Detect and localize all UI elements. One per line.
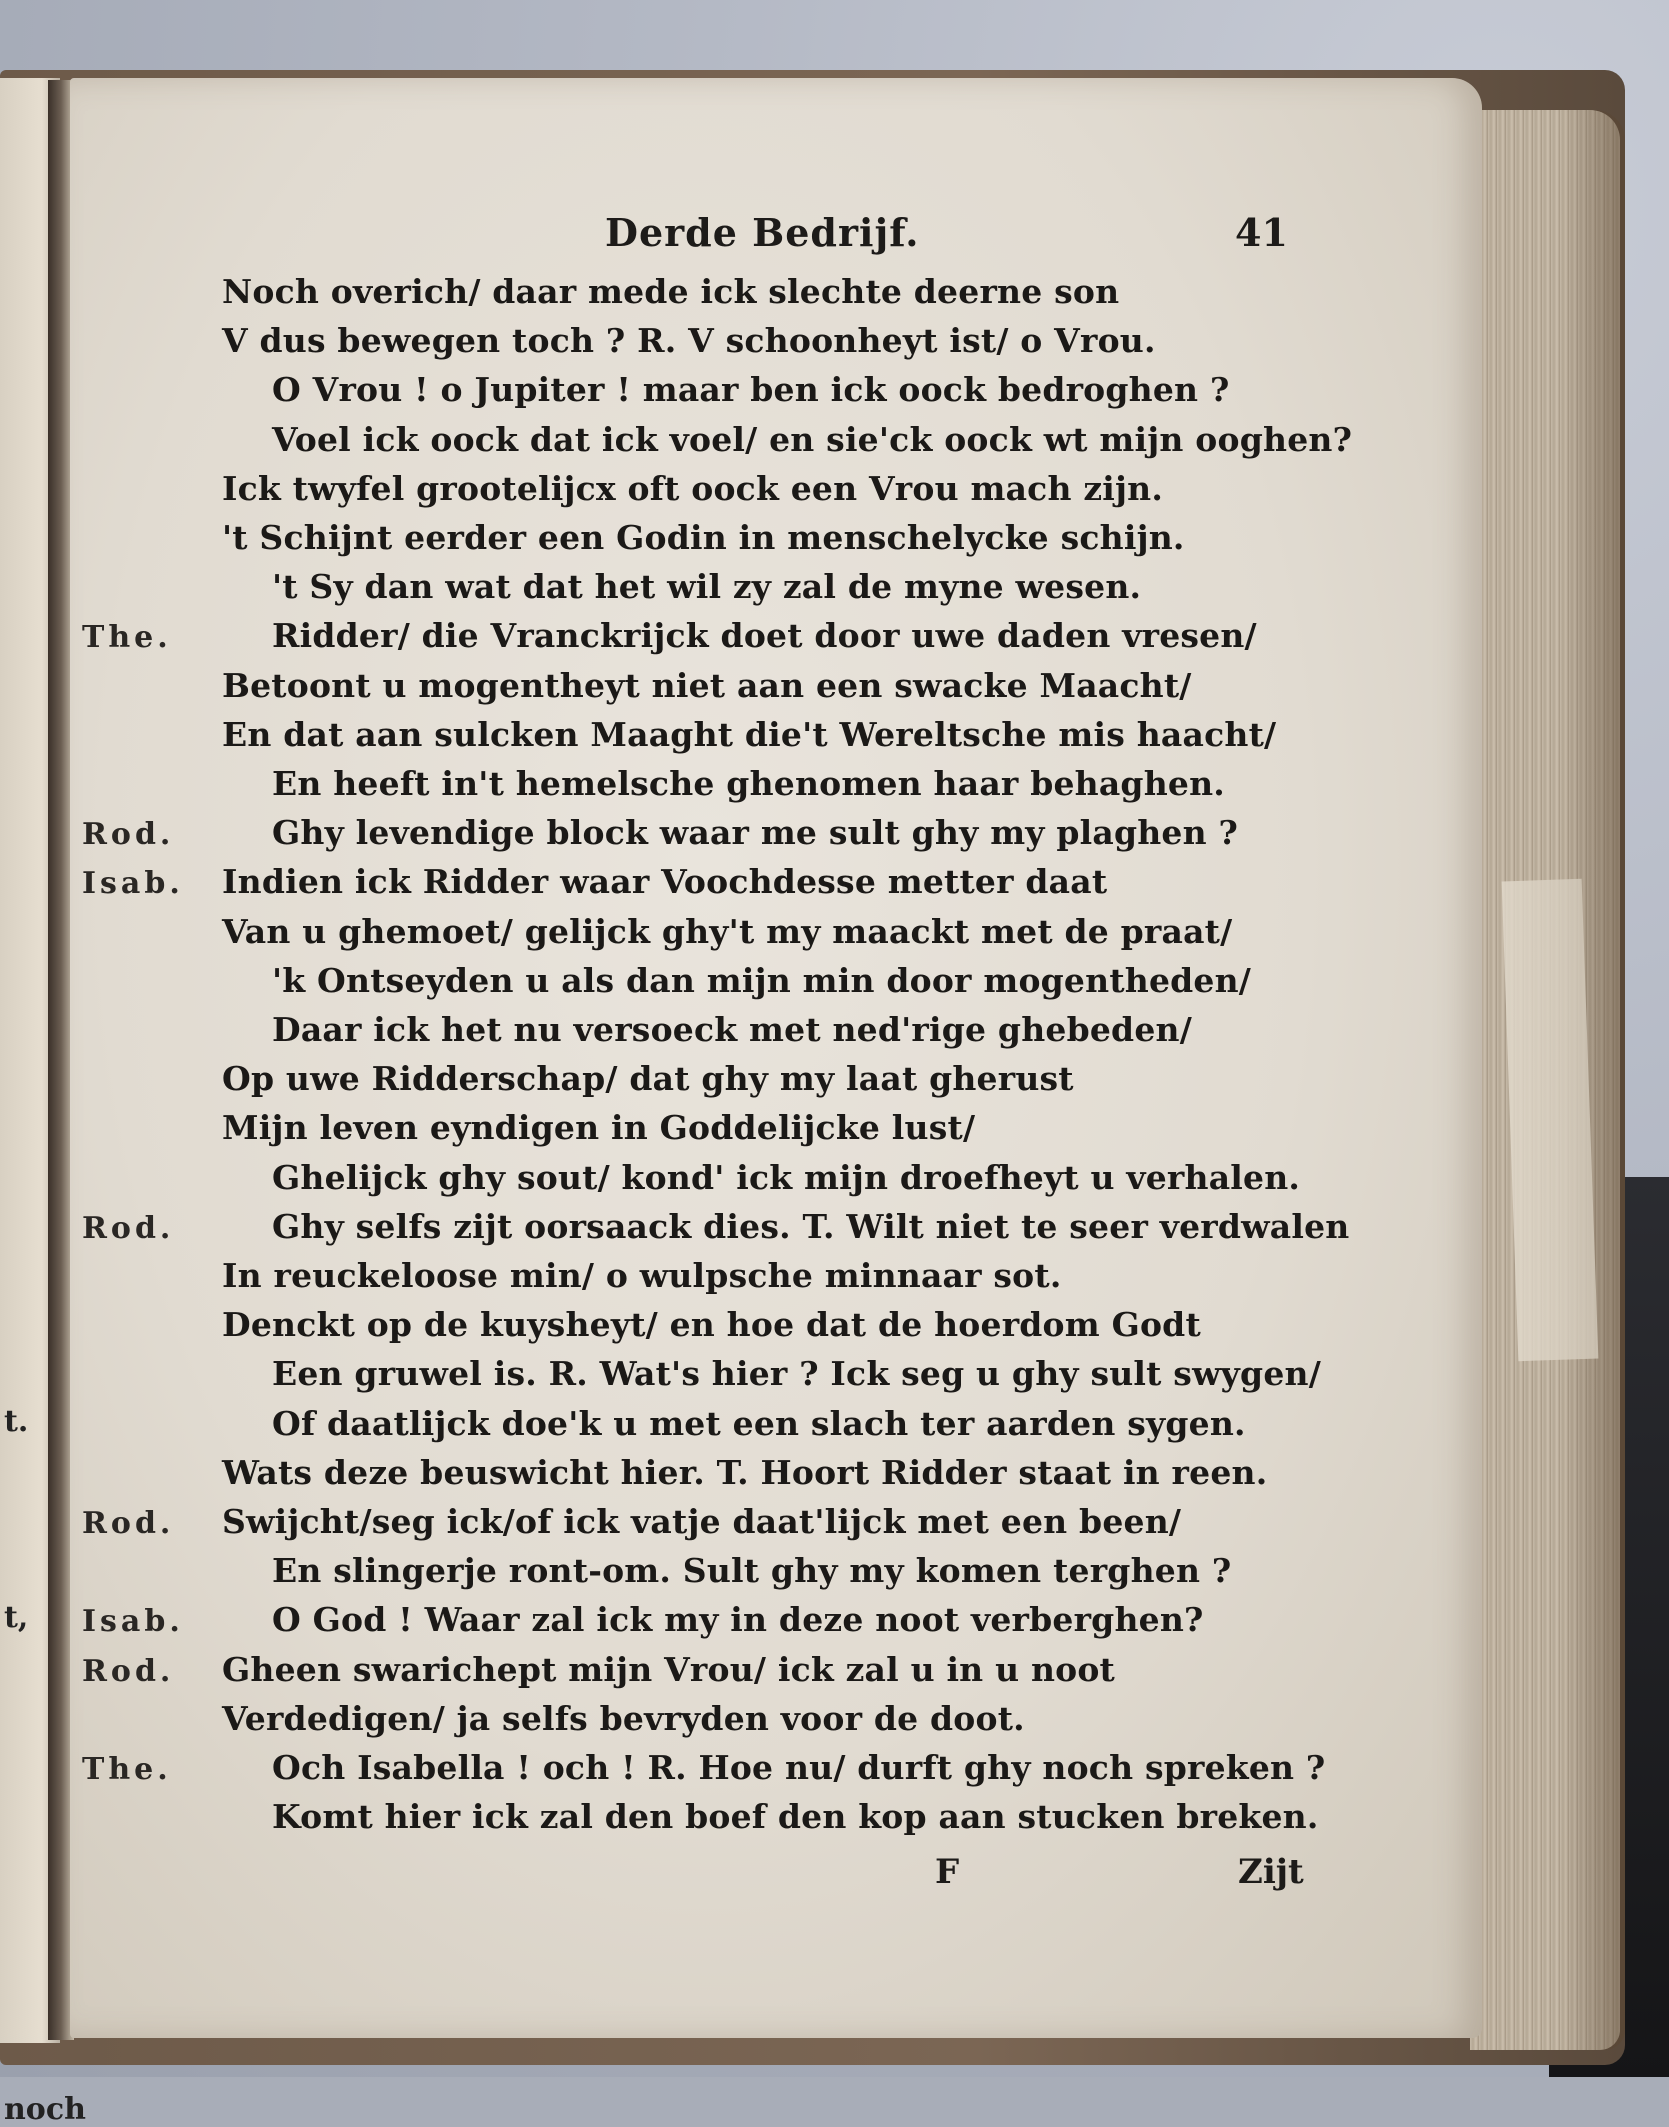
speaker-label: Rod. [82, 1653, 175, 1689]
verse-line [0, 1305, 1669, 1355]
speaker-label: The. [82, 620, 172, 656]
verse-line-text: 't Schijnt eerder een Godin in menschelycke schijn. [222, 518, 1185, 557]
verse-line-text: Ghy levendige block waar me sult ghy my plaghen ? [272, 813, 1239, 853]
verse-line [0, 518, 1669, 568]
verse-line [0, 1059, 1669, 1109]
verse-line [0, 764, 1669, 814]
verse-line [0, 1600, 1669, 1650]
verse-line [0, 1551, 1669, 1601]
facing-page-glyph: t, [4, 1600, 29, 1636]
speaker-label: Isab. [82, 1604, 184, 1640]
verse-line [0, 370, 1669, 420]
verse-line [0, 1108, 1669, 1158]
verse-line [0, 1699, 1669, 1749]
verse-line [0, 1797, 1669, 1847]
signature-mark: F [935, 1852, 960, 1892]
verse-line-text: Denckt op de kuysheyt/ en hoe dat de hoerdom Godt [222, 1305, 1201, 1345]
verse-line [0, 1158, 1669, 1208]
verse-line-text: Gheen swarichept mijn Vrou/ ick zal u in u noot [222, 1649, 1116, 1689]
page-number: 41 [1235, 210, 1288, 255]
verse-line [0, 420, 1669, 470]
verse-line-text: Een gruwel is. R. Wat's hier ? Ick seg u ghy sult swygen/ [272, 1354, 1321, 1394]
verse-line [0, 1010, 1669, 1060]
verse-line [0, 961, 1669, 1011]
verse-line [0, 912, 1669, 962]
speaker-label: Rod. [82, 817, 175, 853]
running-head: Derde Bedrijf. [605, 210, 920, 255]
verse-line-text: Voel ick oock dat ick voel/ en sie'ck oock wt mijn ooghen? [272, 419, 1353, 459]
verse-line-text: 't Sy dan wat dat het wil zy zal de myne wesen. [272, 567, 1142, 607]
verse-line [0, 272, 1669, 322]
speaker-label: Rod. [82, 1506, 175, 1541]
verse-line [0, 1256, 1669, 1306]
verse-line-text: Ghelijck ghy sout/ kond' ick mijn droefheyt u verhalen. [272, 1157, 1301, 1197]
verse-line-text: En heeft in't hemelsche ghenomen haar behaghen. [272, 764, 1225, 803]
catchword: Zijt [1238, 1852, 1304, 1892]
verse-line [0, 616, 1669, 666]
verse-line-text: Ick twyfel grootelijcx oft oock een Vrou mach zijn. [222, 468, 1164, 508]
verse-line [0, 469, 1669, 519]
verse-line-text: En slingerje ront-om. Sult ghy my komen terghen ? [272, 1551, 1232, 1591]
verse-line [0, 567, 1669, 617]
verse-line [0, 1354, 1669, 1404]
verse-line-text: O God ! Waar zal ick my in deze noot verberghen? [272, 1600, 1204, 1640]
speaker-label: Isab. [82, 866, 184, 902]
verse-line [0, 1650, 1669, 1700]
verse-line-text: Of daatlijck doe'k u met een slach ter aarden sygen. [272, 1403, 1246, 1443]
verse-line-text: Indien ick Ridder waar Voochdesse metter daat [222, 862, 1108, 902]
verse-line-text: 'k Ontseyden u als dan mijn min door mogentheden/ [272, 960, 1252, 1000]
page-header [0, 210, 1669, 260]
verse-line-text: Ridder/ die Vranckrijck doet door uwe daden vresen/ [272, 616, 1257, 656]
verse-line-text: Van u ghemoet/ gelijck ghy't my maackt met de praat/ [222, 911, 1233, 951]
verse-line-text: En dat aan sulcken Maaght die't Wereltsche mis haacht/ [222, 714, 1277, 754]
verse-line [0, 1404, 1669, 1454]
page-footer [0, 1852, 1669, 1902]
verse-line-text: Och Isabella ! och ! R. Hoe nu/ durft ghy noch spreken ? [272, 1748, 1326, 1787]
verse-line [0, 862, 1669, 912]
verse-line [0, 321, 1669, 371]
verse-line [0, 715, 1669, 765]
verse-line-text: Wats deze beuswicht hier. T. Hoort Ridder staat in reen. [222, 1452, 1268, 1492]
speaker-label: The. [82, 1752, 172, 1787]
facing-page-glyph: noch [4, 2092, 86, 2127]
verse-line [0, 666, 1669, 716]
verse-line-text: V dus bewegen toch ? R. V schoonheyt ist/ o Vrou. [222, 321, 1156, 361]
verse-line [0, 813, 1669, 863]
verse-line-text: Noch overich/ daar mede ick slechte deerne son [222, 272, 1120, 311]
verse-line-text: Komt hier ick zal den boef den kop aan stucken breken. [272, 1797, 1319, 1837]
verse-line-text: Verdedigen/ ja selfs bevryden voor de doot. [222, 1698, 1025, 1738]
verse-line-text: Daar ick het nu versoeck met ned'rige ghebeden/ [272, 1010, 1192, 1049]
verse-line-text: Mijn leven eyndigen in Goddelijcke lust/ [222, 1108, 976, 1148]
verse-line-text: Ghy selfs zijt oorsaack dies. T. Wilt niet te seer verdwalen [272, 1206, 1350, 1246]
verse-line-text: O Vrou ! o Jupiter ! maar ben ick oock bedroghen ? [272, 370, 1230, 410]
verse-line [0, 1207, 1669, 1257]
verse-line [0, 1502, 1669, 1552]
verse-line-text: In reuckeloose min/ o wulpsche minnaar sot. [222, 1256, 1062, 1295]
verse-line-text: Swijcht/seg ick/of ick vatje daat'lijck met een been/ [222, 1502, 1182, 1541]
speaker-label: Rod. [82, 1210, 175, 1246]
verse-line-text: Betoont u mogentheyt niet aan een swacke Maacht/ [222, 665, 1192, 705]
verse-line [0, 1748, 1669, 1798]
verse-line [0, 1453, 1669, 1503]
verse-line-text: Op uwe Ridderschap/ dat ghy my laat gherust [222, 1059, 1074, 1099]
facing-page-glyph: t. [4, 1403, 29, 1439]
